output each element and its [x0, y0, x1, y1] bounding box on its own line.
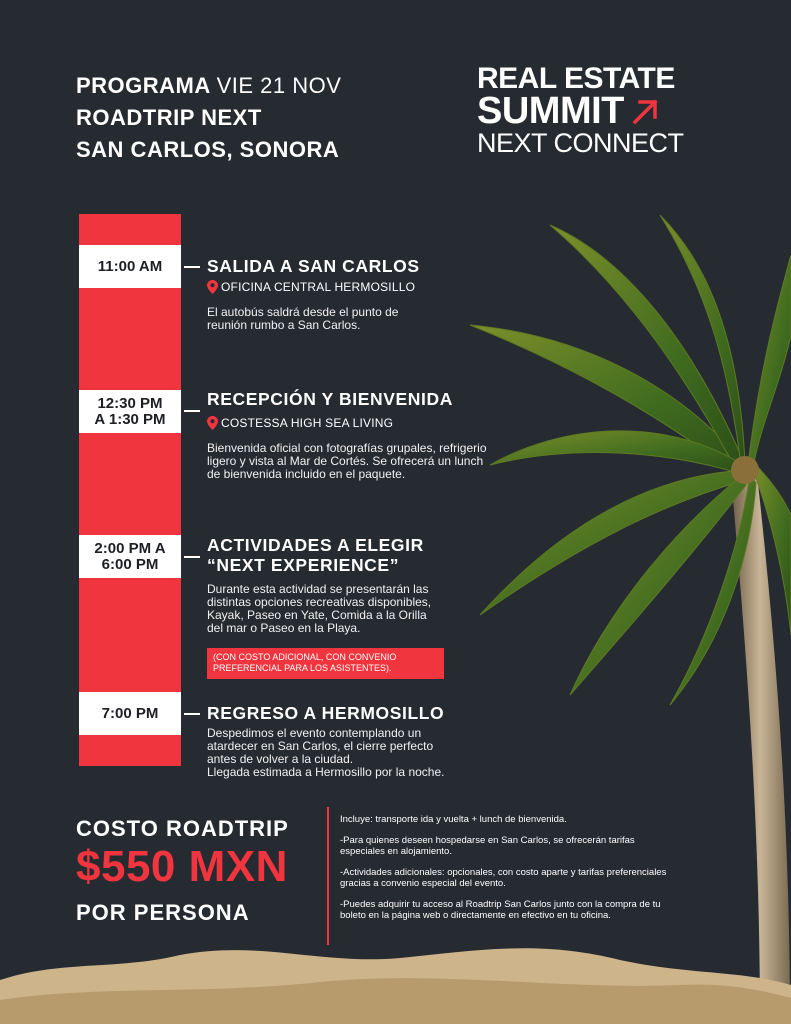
includes-paragraph — [340, 814, 700, 825]
arrow-up-right-icon — [630, 96, 660, 126]
desc-2-line: de bienvenida incluido en el paquete. — [207, 467, 406, 481]
program-date: VIE 21 NOV — [216, 73, 342, 98]
desc-1-line: reunión rumbo a San Carlos. — [207, 318, 361, 332]
event-description-2 — [207, 442, 487, 481]
note-line: PREFERENCIAL PARA LOS ASISTENTES). — [213, 663, 392, 673]
event-title-4: REGRESO A HERMOSILLO — [207, 703, 445, 723]
location-pin-icon — [207, 416, 218, 430]
connector-1 — [184, 266, 200, 268]
note-line: (CON COSTO ADICIONAL, CON CONVENIO — [213, 652, 397, 662]
event-description-1 — [207, 306, 398, 332]
program-label: PROGRAMA — [76, 73, 210, 98]
desc-2-line: ligero y vista al Mar de Cortés. Se ofrecerá un lunch — [207, 454, 484, 468]
event-title-1: SALIDA A SAN CARLOS — [207, 256, 420, 276]
desc-3-line: Kayak, Paseo en Yate, Comida a la Orilla — [207, 608, 427, 622]
program-date-line — [76, 70, 341, 102]
event-location-1 — [207, 280, 415, 294]
desc-1-line: El autobús saldrá desde el punto de — [207, 305, 399, 319]
desc-4-line: atardecer en San Carlos, el cierre perfecto — [207, 739, 434, 753]
program-header — [76, 70, 341, 166]
event-title-2: RECEPCIÓN Y BIENVENIDA — [207, 389, 453, 409]
time-box-4 — [79, 692, 181, 735]
cost-per-person: POR PERSONA — [76, 900, 250, 925]
desc-2-line: Bienvenida oficial con fotografías grupales, refrigerio — [207, 441, 487, 455]
roadtrip-name: ROADTRIP NEXT — [76, 105, 262, 130]
event-title-3 — [207, 535, 424, 575]
event-description-4 — [207, 727, 444, 779]
desc-4-line: antes de volver a la ciudad. — [207, 752, 354, 766]
event-logo — [477, 64, 707, 158]
desc-3-line: distintas opciones recreativas disponibles, — [207, 595, 432, 609]
purchase-text: boleto en la página web o directamente en efectivo en tu oficina. — [340, 910, 611, 921]
connector-2 — [184, 410, 200, 412]
time-3-line1: 2:00 PM A — [94, 539, 166, 557]
event-description-3 — [207, 583, 431, 635]
includes-info — [340, 814, 700, 931]
desc-4-line: Despedimos el evento contemplando un — [207, 726, 422, 740]
purchase-paragraph — [340, 899, 700, 921]
time-box-3 — [79, 535, 181, 578]
location-text-2: COSTESSA HIGH SEA LIVING — [221, 416, 394, 430]
cost-label: COSTO ROADTRIP — [76, 816, 289, 841]
time-1: 11:00 AM — [97, 257, 163, 275]
desc-4-line: Llegada estimada a Hermosillo por la noche. — [207, 765, 445, 779]
logo-line1: REAL ESTATE — [477, 62, 675, 95]
desc-3-line: Durante esta actividad se presentarán las — [207, 582, 429, 596]
location-pin-icon — [207, 280, 218, 294]
connector-4 — [184, 713, 200, 715]
includes-text: Incluye: transporte ida y vuelta + lunch de bienvenida. — [340, 814, 567, 825]
logo-line3: NEXT CONNECT — [477, 128, 684, 158]
time-3-line2: 6:00 PM — [101, 555, 159, 573]
logo-line2: SUMMIT — [477, 90, 624, 132]
time-2-line2: A 1:30 PM — [94, 410, 166, 428]
event-title-3-line1: ACTIVIDADES A ELEGIR — [207, 535, 424, 555]
location-text-1: OFICINA CENTRAL HERMOSILLO — [221, 280, 416, 294]
sand-illustration — [0, 940, 791, 1024]
lodging-paragraph — [340, 835, 700, 857]
lodging-text: -Para quienes deseen hospedarse en San Carlos, se ofrecerán tarifas — [340, 835, 635, 846]
event-location-2 — [207, 416, 393, 430]
event-location-heading: SAN CARLOS, SONORA — [76, 137, 340, 162]
cost-price: $550 MXN — [76, 842, 288, 891]
timeline-bar — [79, 214, 181, 766]
purchase-text: -Puedes adquirir tu acceso al Roadtrip San Carlos junto con la compra de tu — [340, 899, 661, 910]
logo-line2-row — [477, 90, 707, 132]
activities-text: gracias a convenio especial del evento. — [340, 878, 506, 889]
time-box-1 — [79, 245, 181, 288]
additional-cost-note — [207, 648, 444, 679]
event-title-3-line2: “NEXT EXPERIENCE” — [207, 555, 400, 575]
desc-3-line: del mar o Paseo en la Playa. — [207, 621, 361, 635]
connector-3 — [184, 556, 200, 558]
cost-divider — [327, 807, 329, 945]
activities-text: -Actividades adicionales: opcionales, con costo aparte y tarifas preferenciales — [340, 867, 667, 878]
time-box-2 — [79, 390, 181, 433]
lodging-text: especiales en alojamiento. — [340, 846, 452, 857]
time-2-line1: 12:30 PM — [97, 394, 163, 412]
time-4: 7:00 PM — [101, 704, 159, 722]
activities-paragraph — [340, 867, 700, 889]
